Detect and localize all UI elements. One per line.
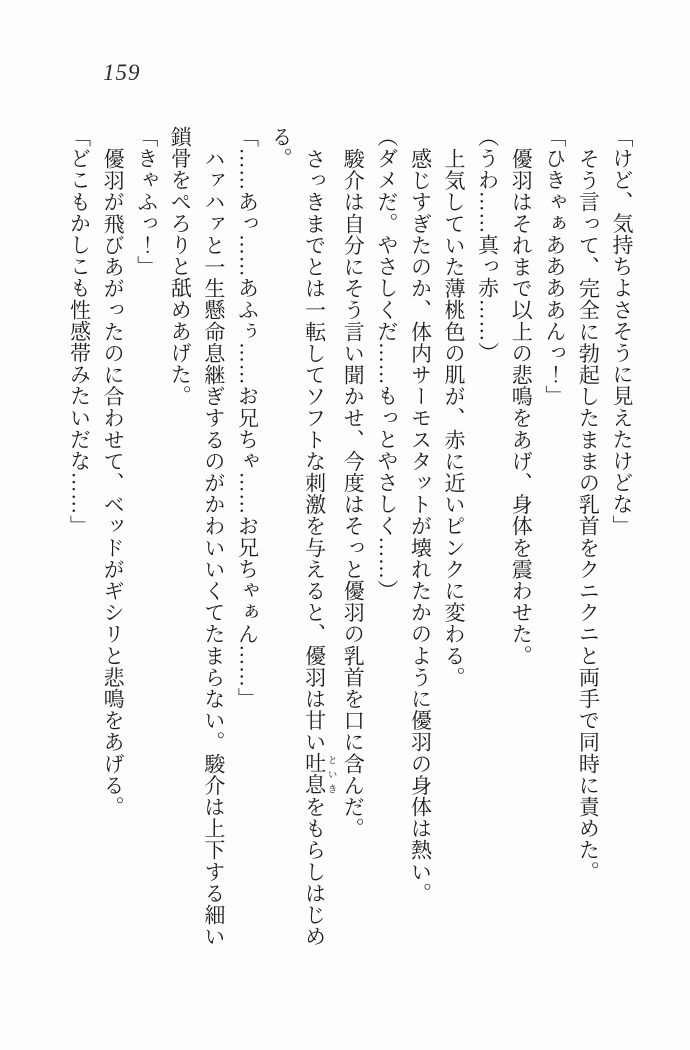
text-line: 優羽はそれまで以上の悲鳴をあげ、身体を震わせた。	[509, 147, 534, 666]
text-line: 「ひきゃぁああああんっ！」	[542, 126, 567, 407]
text-line: 「きゃふっ！」	[134, 126, 159, 278]
text-line: 「けど、気持ちよさそうに見えたけどな」	[610, 126, 634, 537]
text-line: 感じすぎたのか、体内サーモスタットが壊れたかのように優羽の身体は熱い。	[408, 147, 433, 904]
text-line: 上気していた薄桃色の肌が、赤に近いピンクに変わる。	[442, 147, 467, 688]
text-line: 優羽が飛びあがったのに合わせて、ベッドがギシリと悲鳴をあげる。	[101, 147, 126, 818]
page-number: 159	[103, 60, 141, 85]
text-line: （うわ……真っ赤……）	[475, 126, 500, 364]
text-line: さっきまでとは一転してソフトな刺激を与えると、優羽は甘い吐息 といきをもらしはじめ	[302, 147, 336, 947]
text-line: 鎖骨をぺろりと舐めあげた。	[168, 126, 193, 407]
text-line: 「どこもかしこも性感帯みたいだな……」	[67, 126, 92, 537]
furigana-ruby: 吐息 といき	[302, 752, 336, 796]
text-line: （ダメだ。やさしくだ……もっとやさしく……）	[374, 126, 399, 602]
text-line: ハァハァと一生懸命息継ぎするのがかわいいくてたまらない。駿介は上下する細い	[201, 147, 226, 947]
text-block	[62, 126, 638, 950]
text-line: そう言って、完全に勃起したままの乳首をクニクニと両手で同時に責めた。	[576, 147, 601, 882]
text-line: 駿介は自分にそう言い聞かせ、今度はそっと優羽の乳首を口に含んだ。	[341, 147, 366, 839]
text-line: る。	[269, 126, 294, 170]
text-line: 「……あっ……あふぅ……お兄ちゃ……お兄ちゃぁん……」	[235, 126, 260, 710]
